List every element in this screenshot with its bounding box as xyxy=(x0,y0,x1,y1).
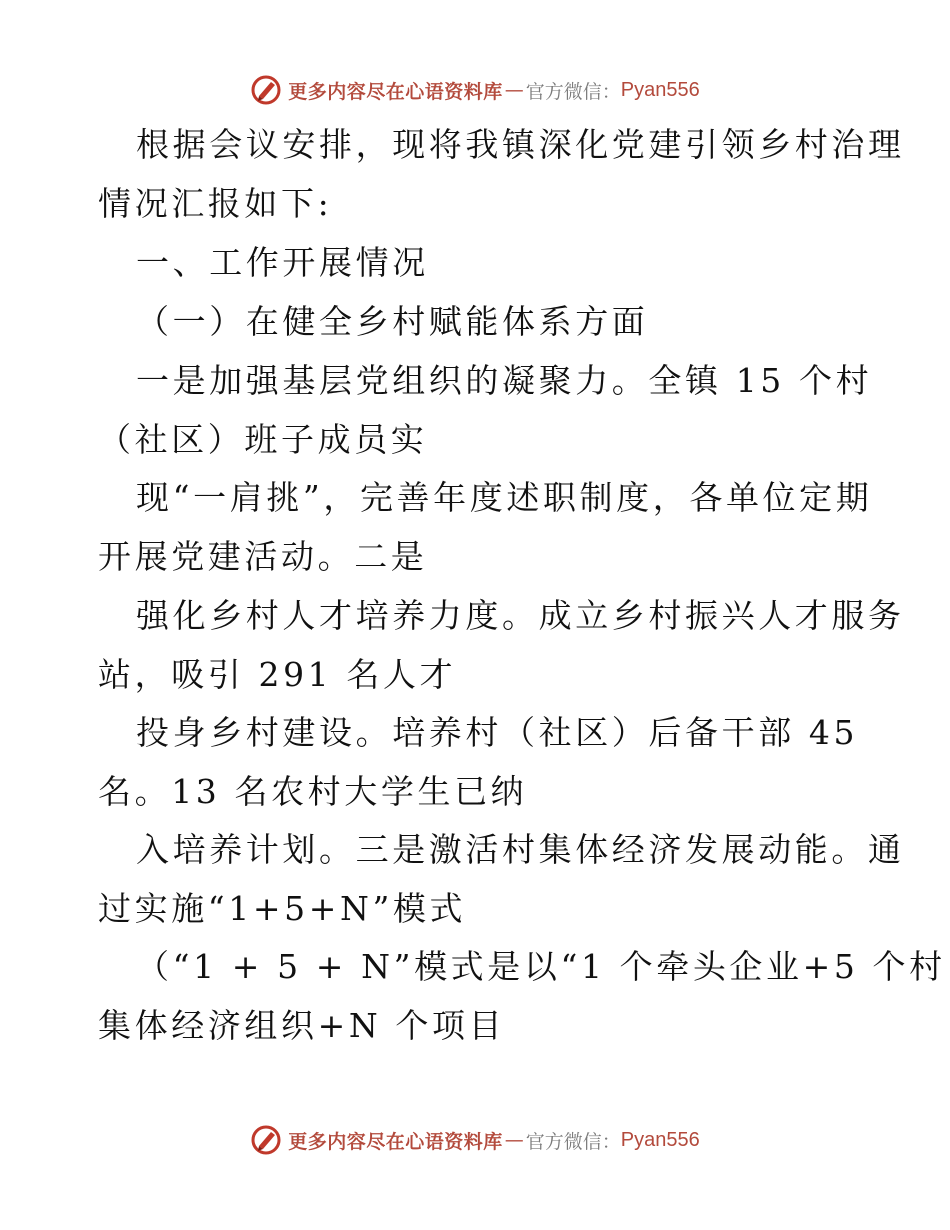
text-line: 开展党建活动。二是 xyxy=(98,537,428,576)
text-line: 站，吸引 291 名人才 xyxy=(98,655,457,694)
text-line: 根据会议安排，现将我镇深化党建引领乡村治理 xyxy=(136,125,905,164)
text-line: 投身乡村建设。培养村（社区）后备干部 45 xyxy=(136,713,859,752)
watermark-wechat-label: 官方微信： xyxy=(525,1130,621,1153)
watermark-wechat-id: Pyan556 xyxy=(620,78,700,101)
watermark-wechat-id: Pyan556 xyxy=(620,1128,700,1151)
section-heading: 一、工作开展情况 xyxy=(136,243,429,282)
pen-logo-icon xyxy=(250,1124,282,1156)
text-line: 名。13 名农村大学生已纳 xyxy=(98,772,528,811)
text-line: 一是加强基层党组织的凝聚力。全镇 15 个村 xyxy=(136,361,873,400)
pen-logo-icon xyxy=(250,74,282,106)
watermark-wechat-label: 官方微信： xyxy=(525,80,621,103)
text-line: 强化乡村人才培养力度。成立乡村振兴人才服务 xyxy=(136,596,905,635)
watermark-separator: — xyxy=(504,1129,524,1151)
text-line: 现“一肩挑”，完善年度述职制度，各单位定期 xyxy=(136,478,873,517)
text-line: （社区）班子成员实 xyxy=(98,420,428,459)
watermark-brand: 更多内容尽在心语资料库 xyxy=(288,80,503,103)
text-line: 集体经济组织+N 个项目 xyxy=(98,1006,506,1045)
watermark-separator: — xyxy=(504,79,524,101)
header-watermark xyxy=(0,70,950,110)
text-line: （“1 + 5 + N”模式是以“1 个牵头企业+5 个村 xyxy=(136,947,946,986)
footer-watermark xyxy=(0,1120,950,1160)
subsection-heading: （一）在健全乡村赋能体系方面 xyxy=(136,302,649,341)
text-line: 过实施“1+5+N”模式 xyxy=(98,889,467,928)
text-line: 情况汇报如下: xyxy=(98,184,333,223)
text-line: 入培养计划。三是激活村集体经济发展动能。通 xyxy=(136,830,905,869)
watermark-brand: 更多内容尽在心语资料库 xyxy=(288,1130,503,1153)
